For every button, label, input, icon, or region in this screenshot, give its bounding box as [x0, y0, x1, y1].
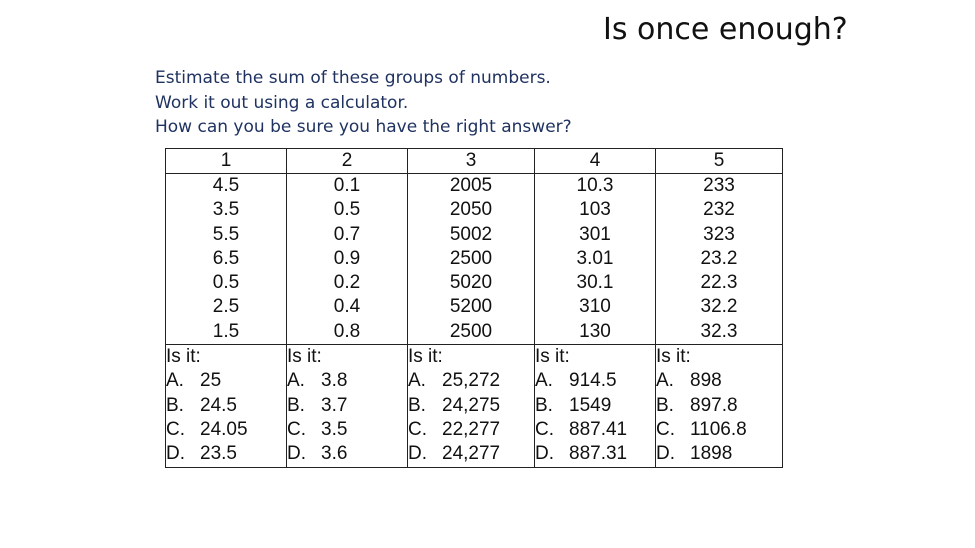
instruction-line: Estimate the sum of these groups of numbers.: [155, 68, 551, 88]
answer-options-2: [287, 345, 408, 467]
option-value: 897.8: [690, 394, 738, 416]
numbers-table: [165, 148, 783, 468]
number-value: 130: [579, 320, 611, 342]
number-value: 3.5: [212, 199, 240, 221]
number-value: 5.5: [212, 223, 240, 245]
option-letter: C.: [656, 418, 675, 440]
option-value: 1106.8: [690, 418, 747, 440]
option-letter: A.: [656, 370, 674, 392]
option-letter: D.: [287, 443, 306, 465]
answer-option: [287, 418, 407, 442]
option-letter: B.: [166, 394, 184, 416]
number-value: 0.5: [333, 199, 361, 221]
answer-option: [408, 369, 534, 393]
number-value: 2500: [449, 247, 493, 269]
number-value: 0.8: [333, 320, 361, 342]
answer-option: [166, 394, 286, 418]
column-header: 4: [535, 149, 656, 174]
number-value: 5002: [449, 223, 493, 245]
number-value: 103: [579, 199, 611, 221]
option-value: 24,275: [442, 394, 501, 416]
number-value: 301: [579, 223, 611, 245]
option-value: 914.5: [569, 370, 617, 392]
option-letter: B.: [408, 394, 426, 416]
answer-option: [535, 442, 655, 466]
column-header: 5: [656, 149, 783, 174]
option-letter: D.: [535, 443, 554, 465]
answer-option: [166, 418, 286, 442]
option-letter: D.: [408, 443, 427, 465]
number-value: 32.2: [700, 296, 738, 318]
answer-option: [287, 394, 407, 418]
option-value: 3.5: [321, 418, 348, 440]
header-row: [166, 149, 783, 174]
number-group-4: [535, 174, 656, 345]
instructions: [155, 66, 572, 140]
option-letter: B.: [287, 394, 305, 416]
column-header: 2: [287, 149, 408, 174]
number-value: 0.2: [333, 272, 361, 294]
number-value: 4.5: [212, 175, 240, 196]
answer-option: [408, 418, 534, 442]
options-row: [166, 345, 783, 467]
number-value: 2050: [449, 199, 493, 221]
number-value: 2005: [449, 175, 493, 196]
option-value: 3.8: [321, 370, 348, 392]
number-value: 0.4: [333, 296, 361, 318]
option-value: 25: [200, 370, 222, 392]
number-value: 3.01: [576, 247, 614, 269]
option-value: 887.31: [569, 443, 628, 465]
column-header: 3: [408, 149, 535, 174]
number-value: 32.3: [700, 320, 738, 342]
option-value: 25,272: [442, 370, 501, 392]
option-value: 24.05: [200, 418, 248, 440]
answer-option: [166, 442, 286, 466]
option-value: 1898: [690, 443, 733, 465]
answer-options-4: [535, 345, 656, 467]
answer-options-1: [166, 345, 287, 467]
answer-option: [656, 369, 782, 393]
option-value: 24,277: [442, 443, 501, 465]
number-value: 2500: [449, 320, 493, 342]
answer-option: [408, 442, 534, 466]
answer-options-3: [408, 345, 535, 467]
answer-option: [656, 442, 782, 466]
question-prefix: Is it:: [166, 346, 201, 368]
number-value: 310: [579, 296, 611, 318]
option-letter: A.: [408, 370, 426, 392]
answer-option: [287, 442, 407, 466]
answer-option: [287, 369, 407, 393]
option-letter: C.: [166, 418, 185, 440]
number-value: 6.5: [212, 247, 240, 269]
number-value: 323: [703, 223, 735, 245]
question-prefix: Is it:: [408, 346, 443, 368]
number-value: 1.5: [212, 320, 240, 342]
number-value: 23.2: [700, 247, 738, 269]
number-value: 233: [703, 175, 735, 196]
answer-option: [656, 418, 782, 442]
answer-option: [408, 394, 534, 418]
numbers-row: [166, 174, 783, 345]
answer-options-5: [656, 345, 783, 467]
number-value: 0.9: [333, 247, 361, 269]
instruction-line: How can you be sure you have the right answer?: [155, 117, 572, 137]
option-letter: D.: [656, 443, 675, 465]
option-letter: A.: [287, 370, 305, 392]
number-value: 0.5: [212, 272, 240, 294]
column-header: 1: [166, 149, 287, 174]
number-value: 5200: [449, 296, 493, 318]
option-value: 1549: [569, 394, 612, 416]
option-letter: B.: [656, 394, 674, 416]
number-value: 2.5: [212, 296, 240, 318]
answer-option: [656, 394, 782, 418]
option-letter: C.: [408, 418, 427, 440]
answer-option: [535, 418, 655, 442]
answer-option: [535, 394, 655, 418]
slide-title: Is once enough?: [603, 12, 848, 47]
option-letter: C.: [535, 418, 554, 440]
option-letter: D.: [166, 443, 185, 465]
option-value: 22,277: [442, 418, 501, 440]
option-value: 3.6: [321, 443, 348, 465]
number-value: 5020: [449, 272, 493, 294]
question-prefix: Is it:: [535, 346, 570, 368]
option-value: 898: [690, 370, 722, 392]
number-group-1: [166, 174, 287, 345]
number-value: 10.3: [576, 175, 614, 196]
option-value: 23.5: [200, 443, 237, 465]
number-group-2: [287, 174, 408, 345]
option-letter: B.: [535, 394, 553, 416]
option-value: 24.5: [200, 394, 237, 416]
instruction-line: Work it out using a calculator.: [155, 92, 409, 113]
option-letter: A.: [535, 370, 553, 392]
number-value: 232: [703, 199, 735, 221]
answer-option: [535, 369, 655, 393]
answer-option: [166, 369, 286, 393]
number-value: 22.3: [700, 272, 738, 294]
option-value: 3.7: [321, 394, 348, 416]
number-value: 0.7: [333, 223, 361, 245]
question-prefix: Is it:: [656, 346, 691, 368]
option-letter: C.: [287, 418, 306, 440]
option-value: 887.41: [569, 418, 628, 440]
question-prefix: Is it:: [287, 346, 322, 368]
number-group-3: [408, 174, 535, 345]
number-value: 0.1: [333, 175, 361, 196]
number-group-5: [656, 174, 783, 345]
number-value: 30.1: [576, 272, 614, 294]
option-letter: A.: [166, 370, 184, 392]
